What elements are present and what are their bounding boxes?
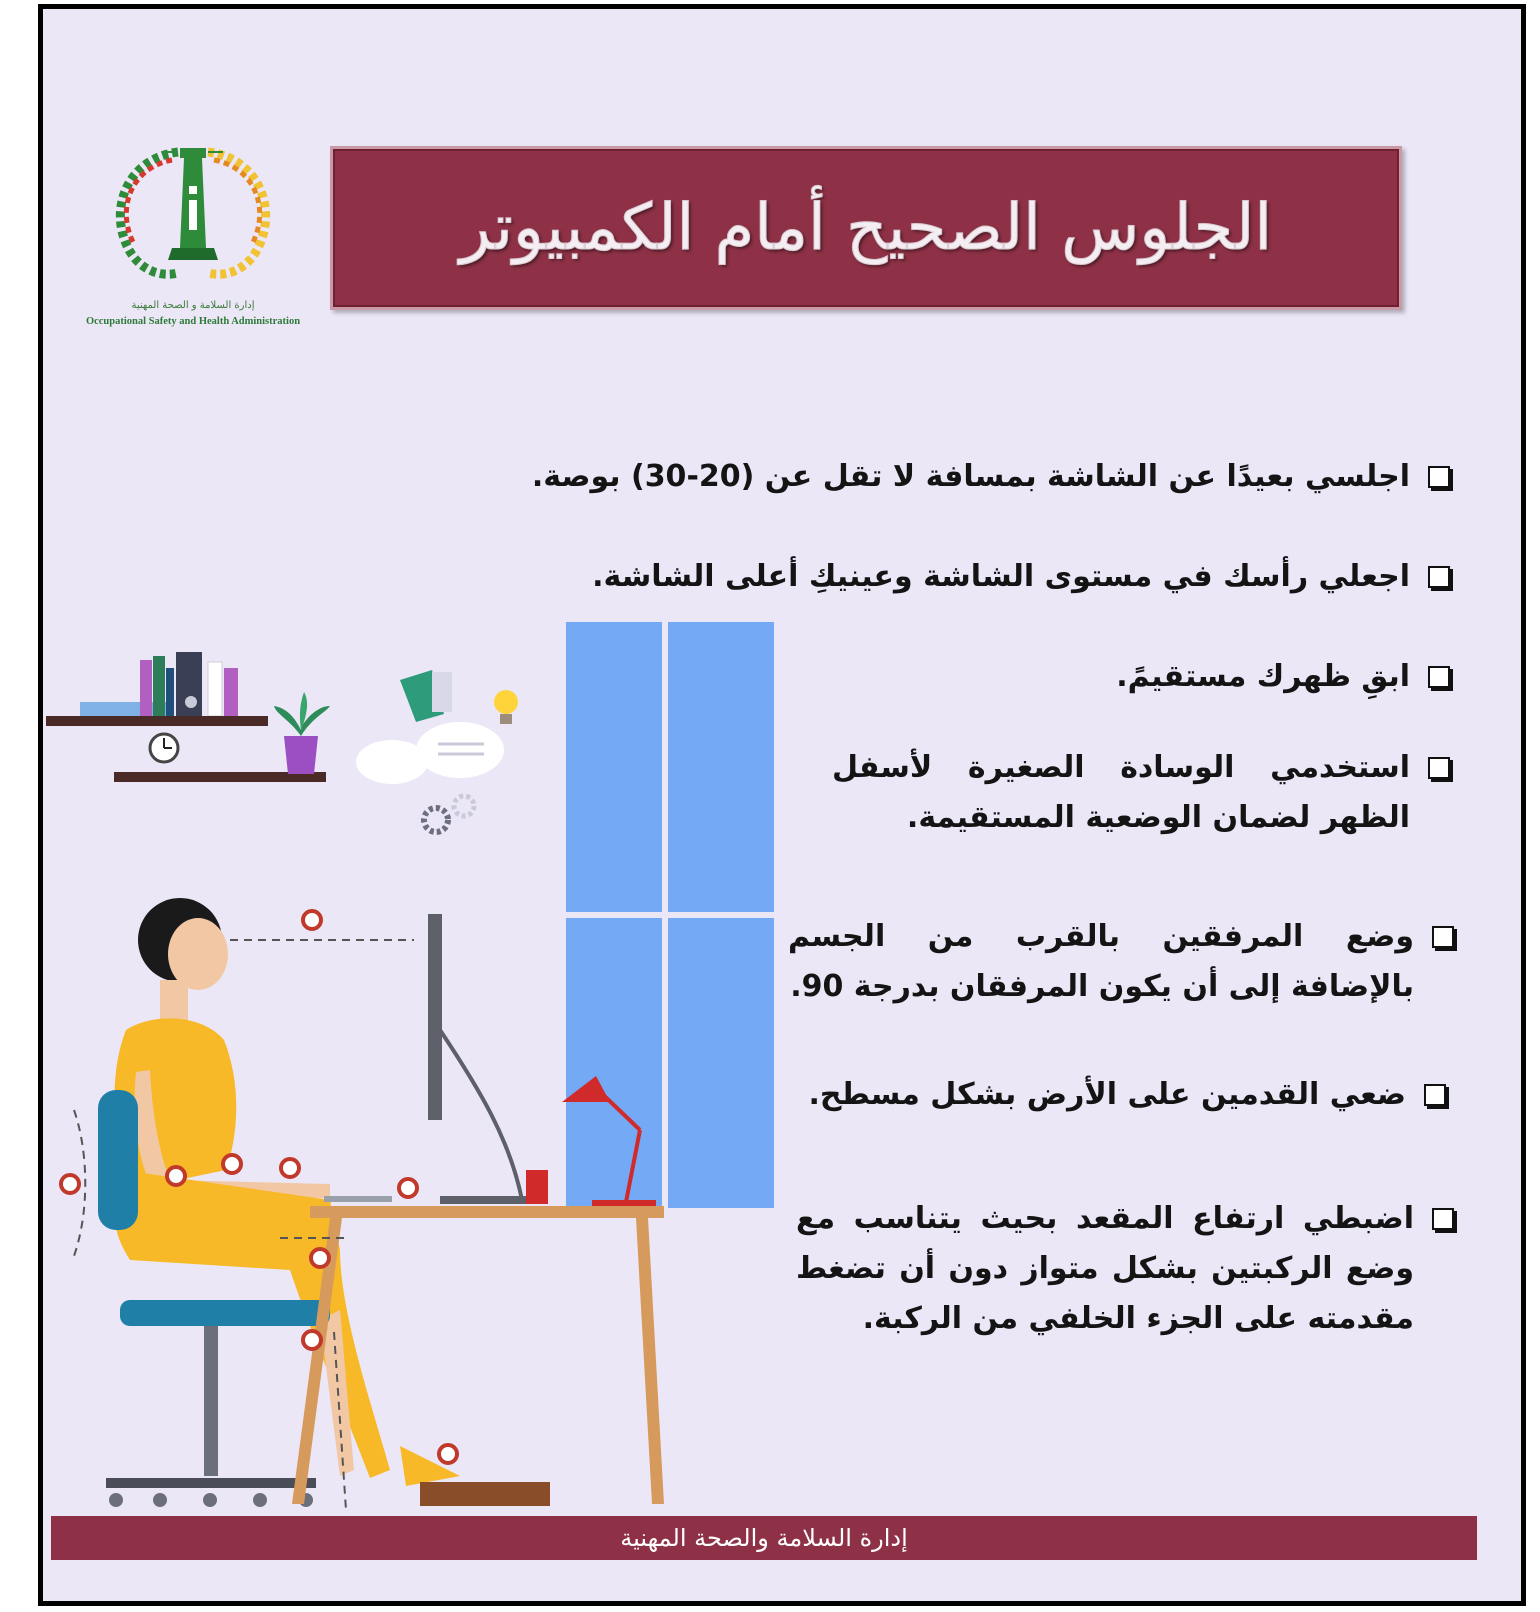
checkbox-icon — [1432, 926, 1454, 948]
checkbox-icon — [1432, 1208, 1454, 1230]
monitor-graphic — [324, 914, 530, 1204]
instruction-item-7: اضبطي ارتفاع المقعد بحيث يتناسب مع وضع الركبتين بشكل متواز دون أن تضغط مقدمته على الجزء الخلفي من الركبة. — [796, 1201, 1414, 1336]
instruction-item-6: ضعي القدمين على الأرض بشكل مسطح. — [808, 1077, 1406, 1112]
checkbox-icon — [1428, 666, 1450, 688]
footer-text: إدارة السلامة والصحة المهنية — [620, 1524, 908, 1552]
instruction-item-3: ابقِ ظهرك مستقيمً. — [1116, 659, 1410, 694]
logo-english-name: Occupational Safety and Health Administration — [85, 316, 301, 327]
checkbox-icon — [1428, 466, 1450, 488]
ergonomic-illustration — [40, 610, 800, 1510]
page-title: الجلوس الصحيح أمام الكمبيوتر — [459, 191, 1273, 265]
ideas-graphic — [356, 670, 518, 832]
instruction-item-5: وضع المرفقين بالقرب من الجسم بالإضافة إلى أن يكون المرفقان بدرجة 90. — [788, 919, 1414, 1004]
bookshelf-graphic — [46, 652, 330, 782]
checkbox-icon — [1428, 757, 1450, 779]
instruction-item-4: استخدمي الوسادة الصغيرة لأسفل الظهر لضمان الوضعية المستقيمة. — [832, 750, 1410, 835]
footer-bar — [51, 1516, 1477, 1560]
instruction-item-2: اجعلي رأسك في مستوى الشاشة وعينيكِ أعلى الشاشة. — [592, 559, 1410, 594]
instruction-item-1: اجلسي بعيدًا عن الشاشة بمسافة لا تقل عن (20-30) بوصة. — [531, 459, 1410, 494]
checkbox-icon — [1428, 566, 1450, 588]
checkbox-icon — [1424, 1084, 1446, 1106]
logo-arabic-name: إدارة السلامة و الصحة المهنية — [131, 300, 255, 311]
window-graphic — [566, 622, 774, 1208]
title-banner — [330, 146, 1402, 310]
